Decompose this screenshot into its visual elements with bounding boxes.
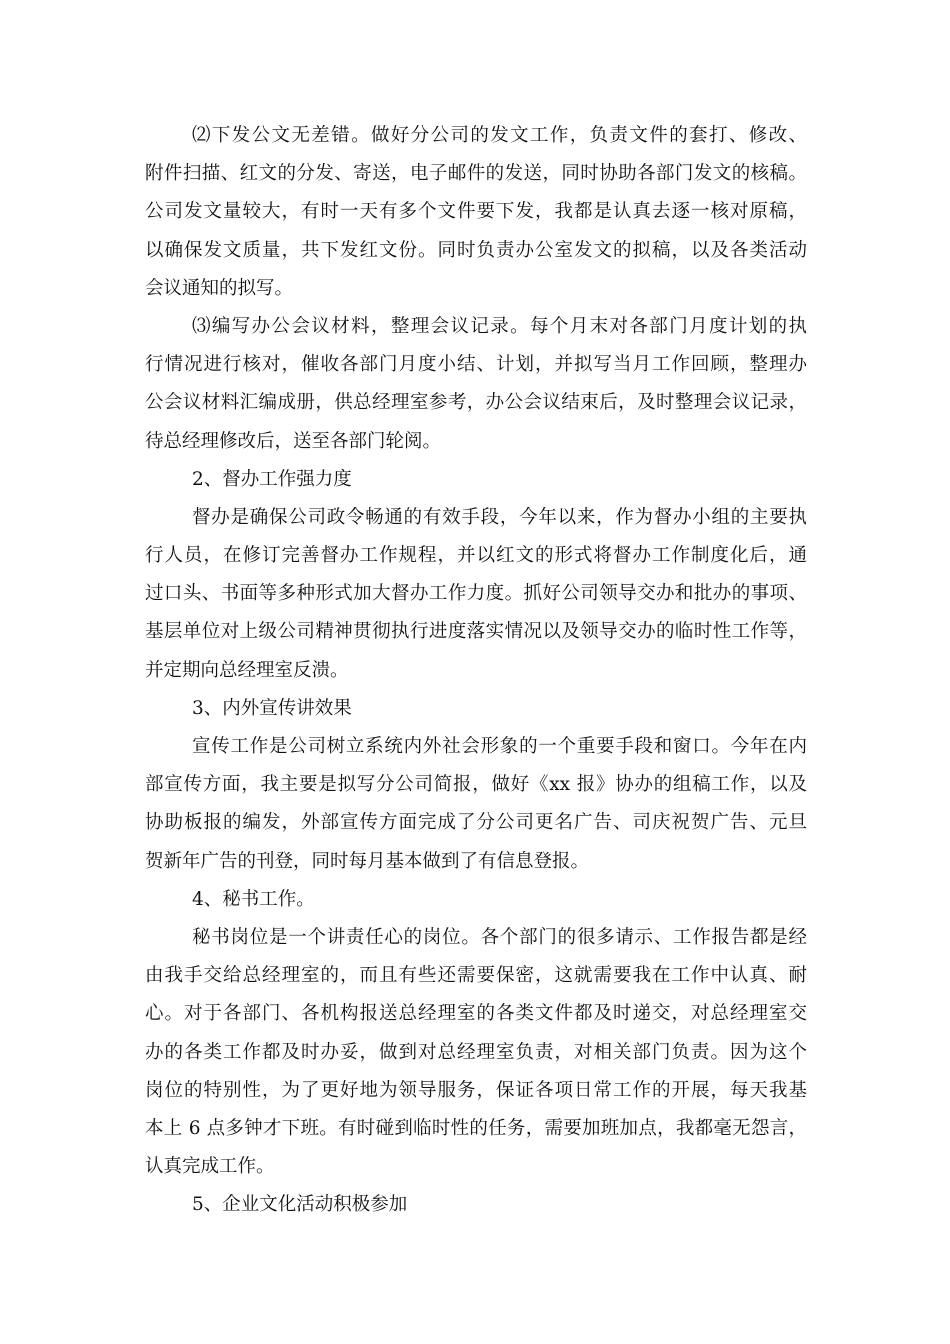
text-line: 由我手交给总经理室的，而且有些还需要保密，这就需要我在工作中认真、耐 bbox=[145, 965, 807, 987]
text-line: 督办是确保公司政令畅通的有效手段，今年以来，作为督办小组的主要执 bbox=[192, 506, 807, 528]
text-line: 并定期向总经理室反溃。 bbox=[145, 659, 349, 681]
text-line: 认真完成工作。 bbox=[145, 1156, 275, 1178]
paragraph-issue-documents bbox=[145, 117, 807, 308]
paragraph-secretary bbox=[145, 919, 807, 1186]
text-line: 岗位的特别性，为了更好地为领导服务，保证各项日常工作的开展，每天我基 bbox=[145, 1079, 807, 1101]
section-heading-secretary: 4、秘书工作。 bbox=[192, 888, 315, 910]
text-line: 心。对于各部门、各机构报送总经理室的各类文件都及时递交，对总经理室交 bbox=[145, 1003, 807, 1025]
text-line: 贺新年广告的刊登，同时每月基本做到了有信息登报。 bbox=[145, 850, 590, 872]
text-line: 以确保发文质量，共下发红文份。同时负责办公室发文的拟稿，以及各类活动 bbox=[145, 239, 807, 261]
section-heading-publicity: 3、内外宣传讲效果 bbox=[192, 697, 352, 719]
section-heading-culture: 5、企业文化活动积极参加 bbox=[192, 1194, 408, 1216]
text-line: 公司发文量较大，有时一天有多个文件要下发，我都是认真去逐一核对原稿， bbox=[145, 201, 807, 223]
text-line: 行人员，在修订完善督办工作规程，并以红文的形式将督办工作制度化后，通 bbox=[145, 545, 807, 567]
text-line: 基层单位对上级公司精神贯彻执行进度落实情况以及领导交办的临时性工作等， bbox=[145, 621, 807, 643]
text-line: ⑵下发公文无差错。做好分公司的发文工作，负责文件的套打、修改、 bbox=[192, 125, 807, 146]
text-line: 会议通知的拟写。 bbox=[145, 277, 294, 299]
text-line: 行情况进行核对，催收各部门月度小结、计划，并拟写当月工作回顾，整理办 bbox=[145, 354, 807, 376]
text-line: 过口头、书面等多种形式加大督办工作力度。抓好公司领导交办和批办的事项、 bbox=[145, 583, 807, 605]
section-heading-supervision: 2、督办工作强力度 bbox=[192, 468, 352, 490]
document-body bbox=[145, 117, 807, 1224]
text-line: 宣传工作是公司树立系统内外社会形象的一个重要手段和窗口。今年在内 bbox=[192, 736, 807, 757]
text-line: 部宣传方面，我主要是拟写分公司简报，做好《xx 报》协办的组稿工作，以及 bbox=[145, 774, 807, 796]
text-line: ⑶编写办公会议材料，整理会议记录。每个月末对各部门月度计划的执 bbox=[192, 315, 807, 337]
text-line: 秘书岗位是一个讲责任心的岗位。各个部门的很多请示、工作报告都是经 bbox=[192, 926, 807, 948]
text-line: 本上 6 点多钟才下班。有时碰到临时性的任务，需要加班加点，我都毫无怨言， bbox=[145, 1117, 807, 1139]
text-line: 办的各类工作都及时办妥，做到对总经理室负责，对相关部门负责。因为这个 bbox=[145, 1041, 807, 1063]
paragraph-publicity bbox=[145, 728, 807, 881]
text-line: 待总经理修改后，送至各部门轮阅。 bbox=[145, 430, 442, 452]
text-line: 协助板报的编发，外部宣传方面完成了分公司更名广告、司庆祝贺广告、元旦 bbox=[145, 812, 807, 834]
text-line: 公会议材料汇编成册，供总经理室参考，办公会议结束后，及时整理会议记录， bbox=[145, 392, 807, 414]
paragraph-meeting-materials bbox=[145, 308, 807, 461]
paragraph-supervision bbox=[145, 499, 807, 690]
text-line: 附件扫描、红文的分发、寄送，电子邮件的发送，同时协助各部门发文的核稿。 bbox=[145, 163, 807, 185]
